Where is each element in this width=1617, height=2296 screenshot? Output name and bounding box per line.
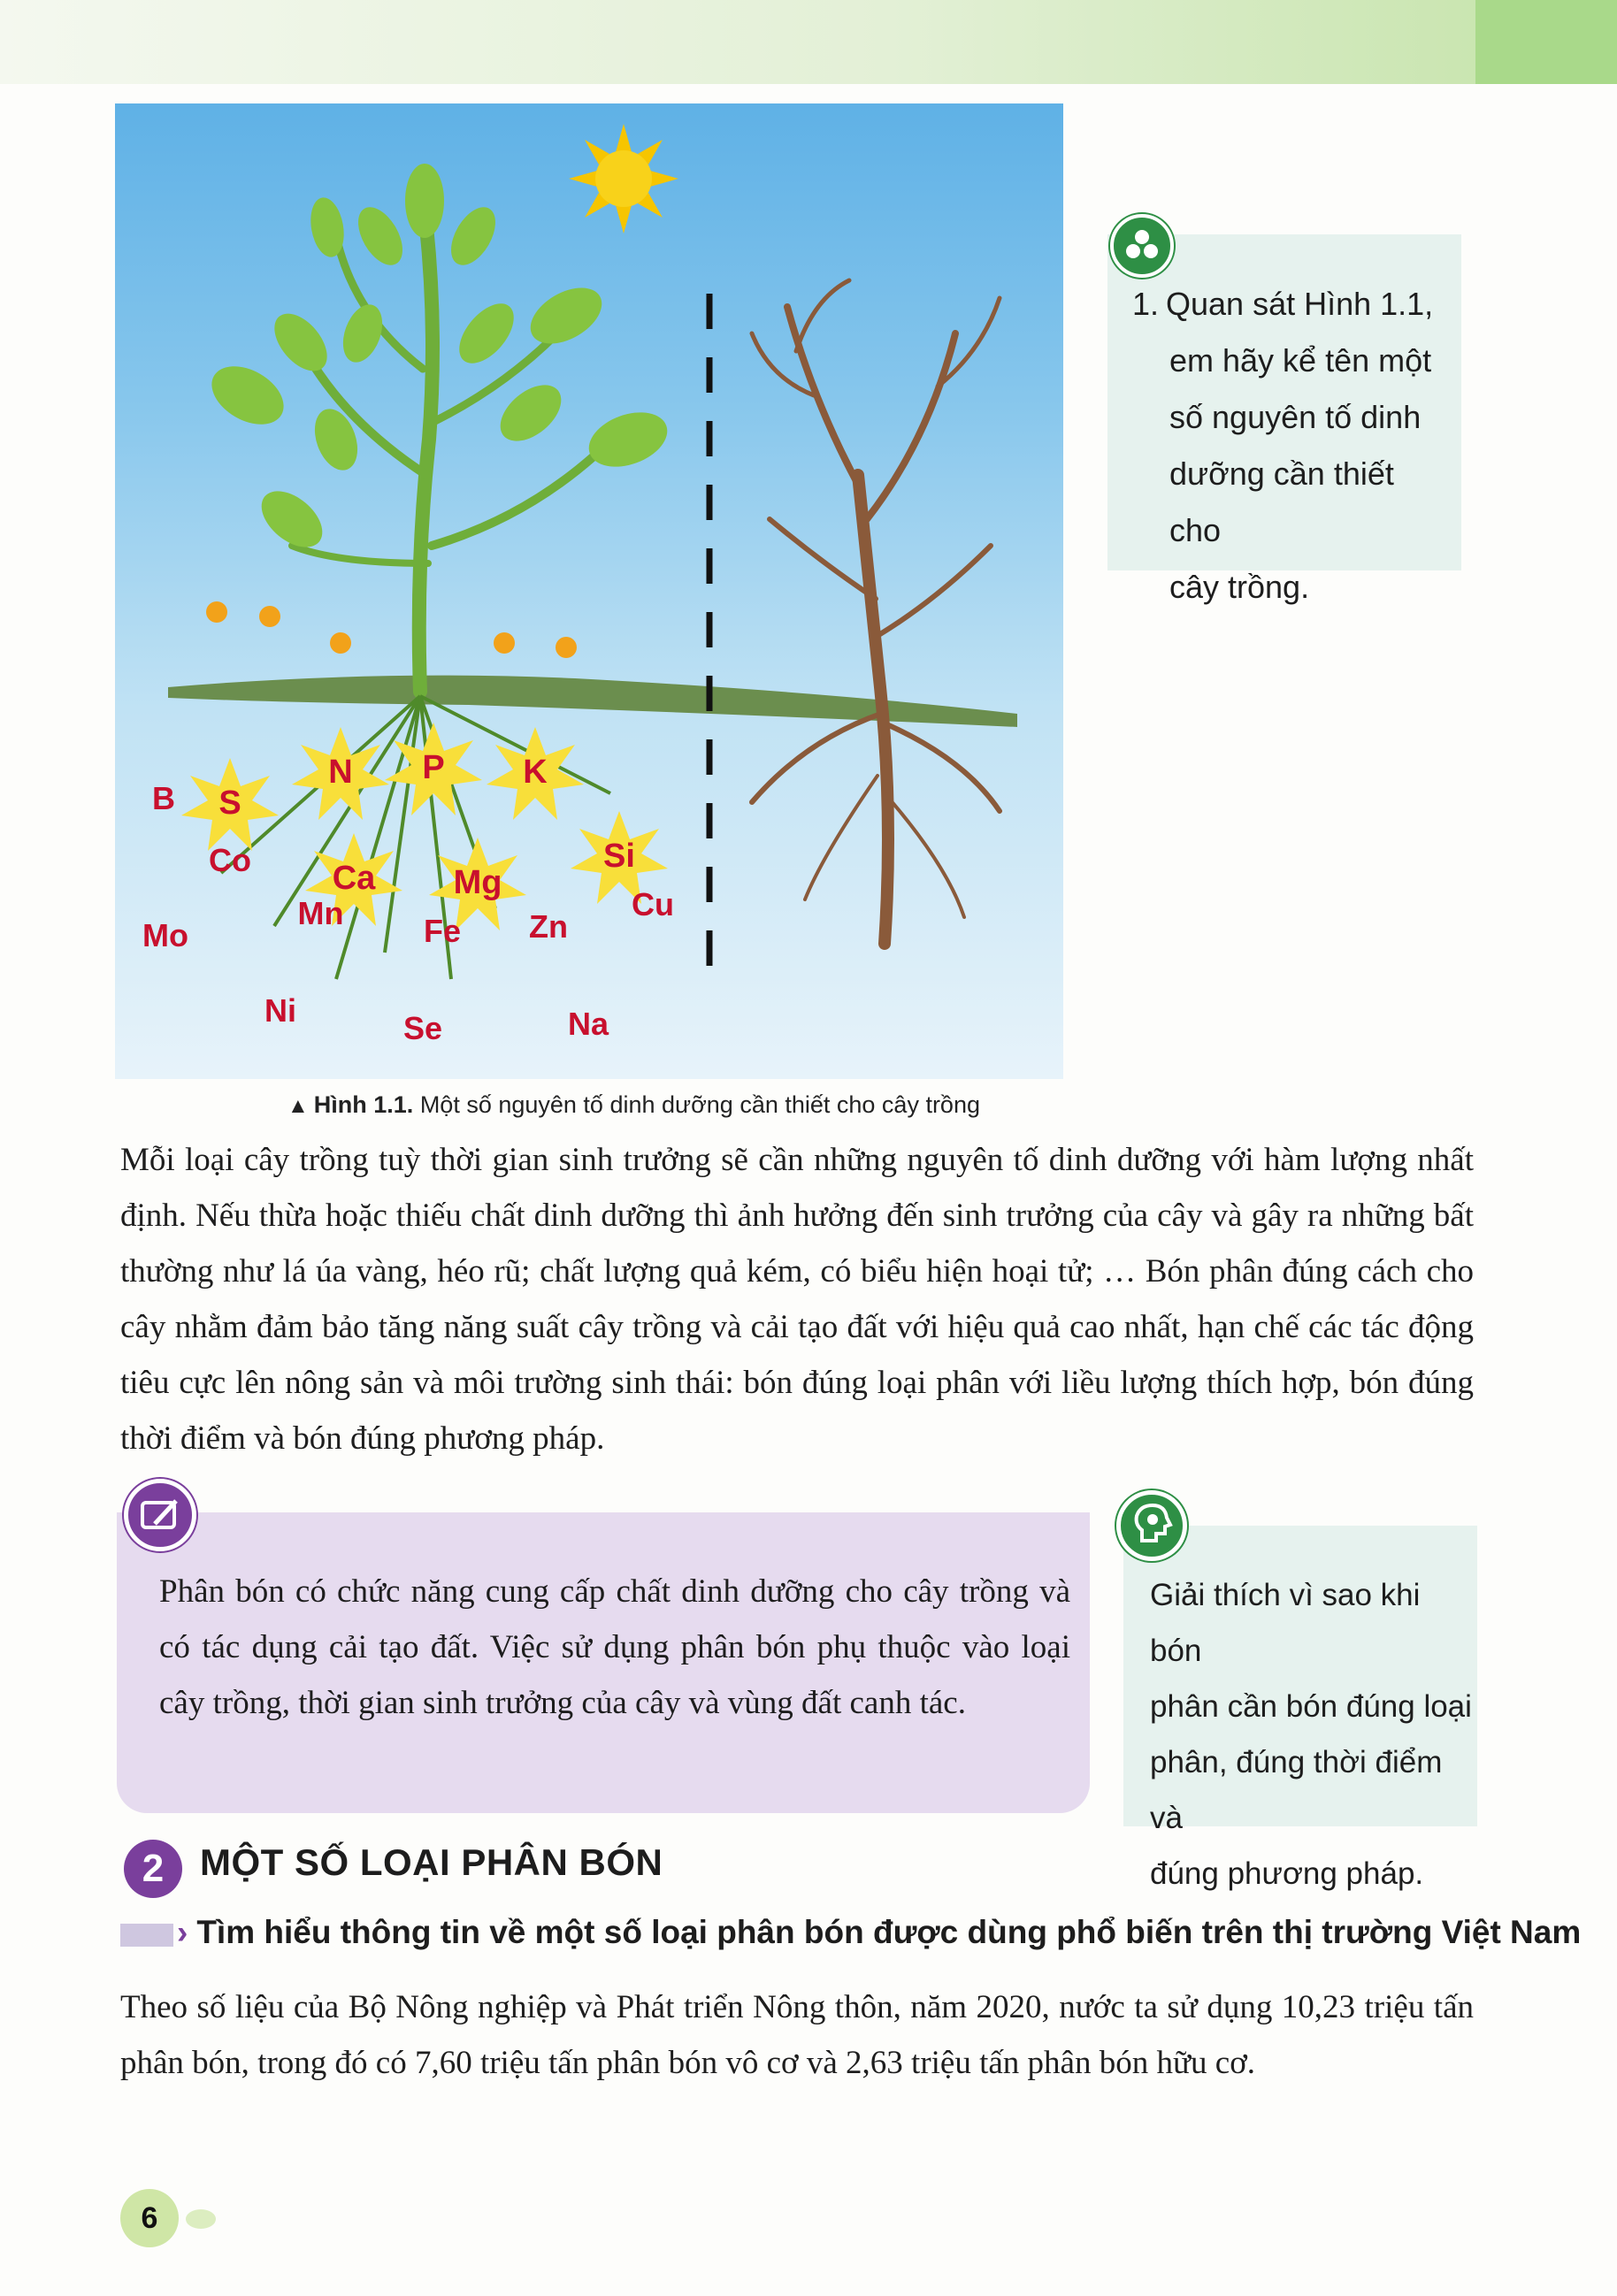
question-icon: [1110, 214, 1174, 278]
body-paragraph: Mỗi loại cây trồng tuỳ thời gian sinh trưởng sẽ cần những nguyên tố dinh dưỡng với hàm lượng nhất định. Nếu thừa hoặc thiếu chất dinh dưỡng thì ảnh hưởng đến sinh trưởng của cây và gây ra những bất thường như lá úa vàng, héo rũ; chất lượng quả kém, có biểu hiện hoại tử; … Bón phân đúng cách cho cây nhằm đảm bảo tăng năng suất cây trồng và cải tạo đất với hiệu quả cao nhất, hạn chế các tác động tiêu cực lên nông sản và môi trường sinh thái: bón đúng loại phân với liều lượng thích hợp, bón đúng thời điểm và bón đúng phương pháp.: [120, 1142, 1474, 1457]
caption-text: Một số nguyên tố dinh dưỡng cần thiết cho cây trồng: [419, 1091, 980, 1118]
question-line: dưỡng cần thiết cho: [1169, 455, 1394, 548]
element-label: B: [152, 780, 175, 816]
element-label: Mn: [297, 895, 344, 931]
triangle-icon: ▲: [287, 1094, 309, 1118]
header-band: [0, 0, 1617, 84]
plant-illustration: [115, 103, 1063, 1079]
pencil-note-icon: [124, 1479, 196, 1551]
flower-icons: [206, 601, 577, 658]
element-label: Mg: [453, 864, 502, 901]
section-number-badge: 2: [124, 1840, 182, 1898]
question-line: cây trồng.: [1169, 569, 1310, 605]
explain-line: phân, đúng thời điểm và: [1150, 1745, 1443, 1835]
head-thinking-icon: [1116, 1490, 1187, 1561]
element-label: Co: [209, 842, 251, 878]
caption-label: Hình 1.1.: [313, 1091, 414, 1118]
section-subtitle: [177, 1914, 1581, 1951]
sun-icon: [569, 124, 678, 233]
element-label: Na: [567, 1006, 609, 1042]
element-label: S: [218, 784, 241, 822]
question-line: em hãy kể tên một: [1169, 342, 1432, 379]
dead-tree: [752, 280, 1000, 944]
explain-line: Giải thích vì sao khi bón: [1150, 1578, 1421, 1668]
element-label: N: [328, 754, 353, 791]
page-number: 6: [120, 2189, 179, 2247]
element-label: K: [523, 754, 548, 791]
chevron-right-icon: ›: [177, 1914, 188, 1950]
figure-caption: [287, 1091, 995, 1119]
element-label: Mo: [142, 917, 188, 953]
explain-line: phân cần bón đúng loại: [1150, 1689, 1472, 1724]
element-label: P: [422, 749, 445, 786]
subtitle-bar: [120, 1924, 173, 1947]
note-text: Phân bón có chức năng cung cấp chất dinh dưỡng cho cây trồng và có tác dụng cải tạo đất. Việc sử dụng phân bón phụ thuộc vào loại cây trồng, thời gian sinh trưởng của cây và vùng đất canh tác.: [159, 1573, 1070, 1721]
ground-line: [168, 676, 1017, 727]
element-label: Fe: [423, 913, 461, 949]
element-label: Se: [402, 1010, 443, 1046]
figure-plant-nutrients: [115, 103, 1063, 1079]
element-label: Ca: [332, 860, 376, 897]
question-text: [1132, 276, 1451, 616]
page-number-decoration: [186, 2209, 216, 2229]
element-label: Ni: [264, 992, 296, 1029]
body-paragraph-2: Theo số liệu của Bộ Nông nghiệp và Phát triển Nông thôn, năm 2020, nước ta sử dụng 10,23 triệu tấn phân bón, trong đó có 7,60 triệu tấn phân bón vô cơ và 2,63 triệu tấn phân bón hữu cơ.: [120, 1989, 1474, 2081]
element-label: Zn: [529, 908, 568, 945]
explain-text: [1150, 1567, 1477, 1902]
explain-line: đúng phương pháp.: [1150, 1856, 1424, 1891]
question-line: số nguyên tố dinh: [1169, 399, 1422, 435]
question-line: Quan sát Hình 1.1,: [1166, 286, 1434, 322]
element-label: Cu: [632, 886, 674, 922]
element-label: Si: [603, 838, 635, 875]
section-title: MỘT SỐ LOẠI PHÂN BÓN: [200, 1841, 663, 1883]
subtitle-text: Tìm hiểu thông tin về một số loại phân bón được dùng phổ biến trên thị trường Việt Nam: [196, 1914, 1582, 1950]
question-number: 1.: [1132, 286, 1160, 322]
